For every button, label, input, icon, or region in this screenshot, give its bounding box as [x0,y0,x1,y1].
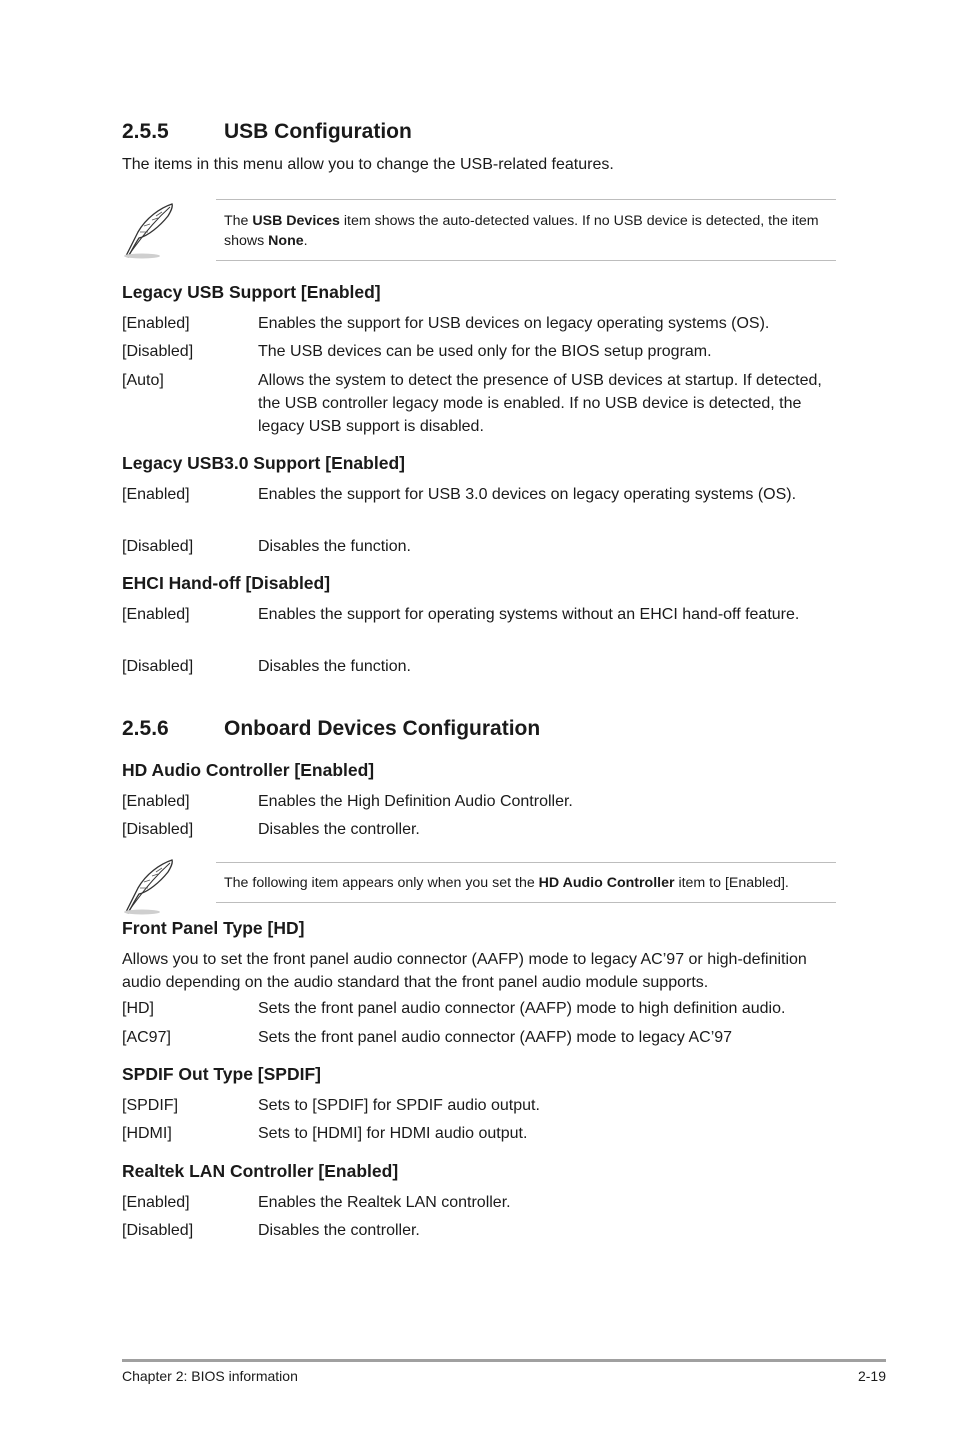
option-desc: Enables the High Definition Audio Controller. [258,793,573,810]
option-desc: Disables the controller. [258,1222,420,1239]
section-intro: The items in this menu allow you to change the USB-related features. [122,156,614,173]
footer-divider [122,1359,886,1362]
option-key: [HD] [122,1000,154,1017]
option-desc: Disables the function. [258,658,411,675]
section-number: 2.5.5 [122,120,169,143]
section-heading-usb [122,120,412,144]
item-heading-spdif: SPDIF Out Type [SPDIF] [122,1064,321,1084]
item-heading-realtek: Realtek LAN Controller [Enabled] [122,1161,399,1181]
option-key: [Disabled] [122,1222,194,1239]
option-key: [Enabled] [122,486,190,503]
option-key: [Disabled] [122,821,194,838]
item-description: Allows you to set the front panel audio connector (AAFP) mode to legacy AC’97 or high-definition audio depending on the audio standard that the front panel audio module supports. [122,951,807,991]
option-desc: Sets to [HDMI] for HDMI audio output. [258,1125,528,1142]
option-desc: Disables the function. [258,538,411,555]
option-desc: Enables the support for USB 3.0 devices on legacy operating systems (OS). [258,486,797,503]
item-heading-hd-audio: HD Audio Controller [Enabled] [122,760,375,780]
option-key: [SPDIF] [122,1097,179,1114]
option-desc: Sets the front panel audio connector (AAFP) mode to high definition audio. [258,1000,786,1017]
item-heading-ehci: EHCI Hand-off [Disabled] [122,573,331,593]
option-desc: Sets to [SPDIF] for SPDIF audio output. [258,1097,540,1114]
option-desc: The USB devices can be used only for the BIOS setup program. [258,343,712,360]
option-key: [Disabled] [122,538,194,555]
feather-quill-icon [120,202,180,260]
option-desc: Enables the support for operating systems without an EHCI hand-off feature. [258,606,800,623]
option-key: [Disabled] [122,658,194,675]
option-desc: Enables the support for USB devices on legacy operating systems (OS). [258,315,770,332]
section-number: 2.5.6 [122,717,169,740]
note-text: The following item appears only when you set the HD Audio Controller item to [Enabled]. [224,875,789,891]
option-desc: Sets the front panel audio connector (AAFP) mode to legacy AC’97 [258,1029,733,1046]
section-heading-onboard [122,717,540,741]
feather-quill-icon [120,858,180,916]
item-heading-legacy-usb: Legacy USB Support [Enabled] [122,282,381,302]
option-desc: Enables the Realtek LAN controller. [258,1194,511,1211]
option-key: [Disabled] [122,343,194,360]
option-desc: Disables the controller. [258,821,420,838]
option-desc: Allows the system to detect the presence of USB devices at startup. If detected, the USB controller legacy mode is enabled. If no USB device is detected, the legacy USB support is disabled. [258,372,822,435]
option-key: [AC97] [122,1029,171,1046]
note-text: The USB Devices item shows the auto-detected values. If no USB device is detected, the item shows None. [224,213,819,249]
section-title: Onboard Devices Configuration [224,717,541,740]
option-key: [Enabled] [122,793,190,810]
option-key: [Enabled] [122,315,190,332]
note-box-usb [216,199,836,261]
option-key: [Auto] [122,372,164,389]
note-box-onboard [216,862,836,903]
option-key: [Enabled] [122,1194,190,1211]
option-key: [HDMI] [122,1125,172,1142]
item-heading-front-panel: Front Panel Type [HD] [122,918,305,938]
item-heading-legacy-usb3: Legacy USB3.0 Support [Enabled] [122,453,405,473]
section-title: USB Configuration [224,120,412,143]
option-key: [Enabled] [122,606,190,623]
footer-page-number: 2-19 [857,1368,886,1384]
footer-chapter: Chapter 2: BIOS information [122,1368,298,1384]
